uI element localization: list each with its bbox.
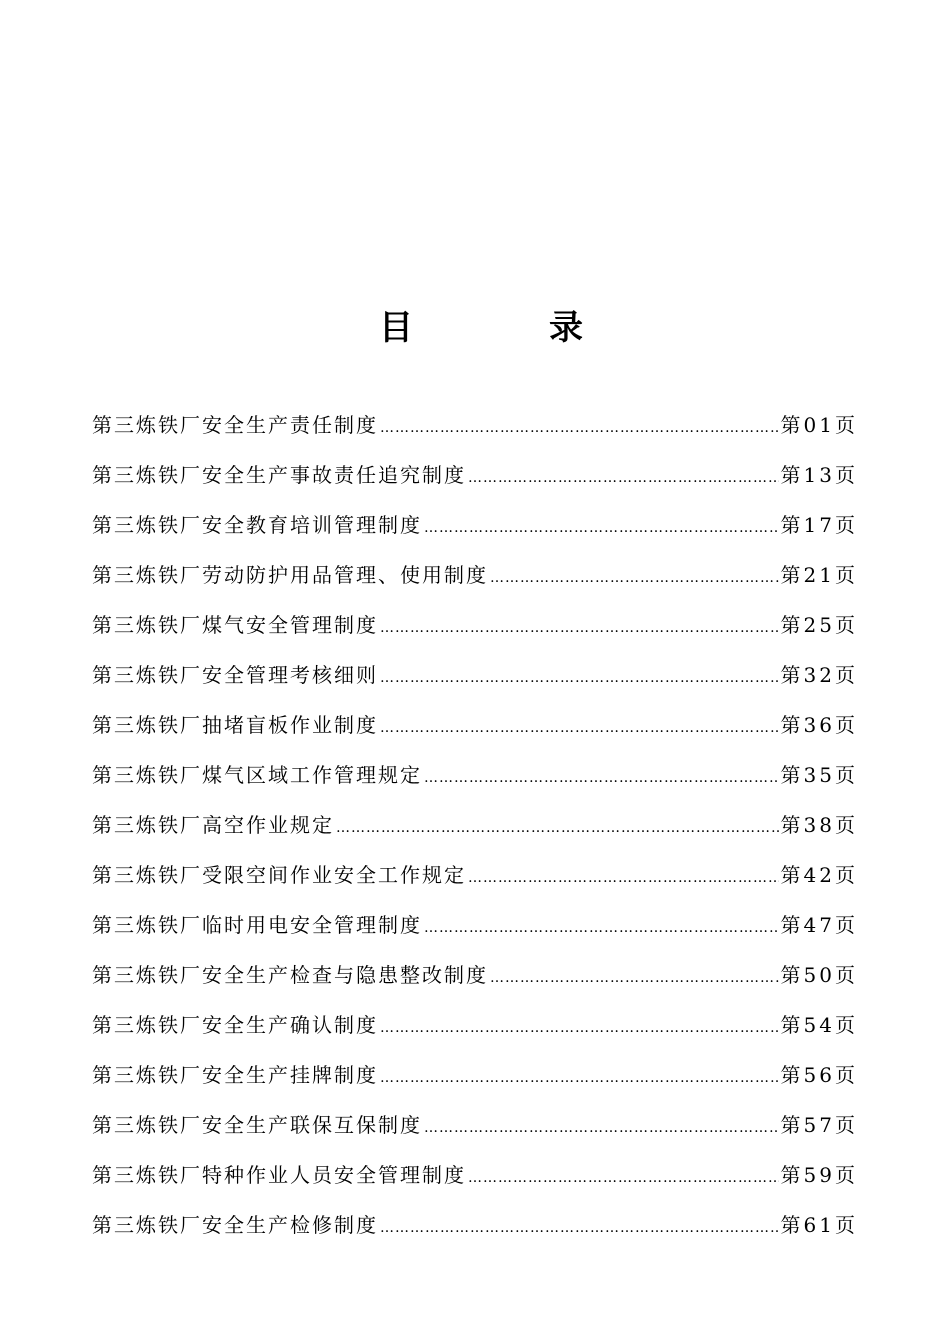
toc-entry-page: 第56页 (780, 1063, 858, 1087)
toc-entry-page: 第50页 (780, 963, 858, 987)
toc-entry-page: 第38页 (780, 813, 858, 837)
toc-entry-title: 第三炼铁厂安全生产联保互保制度 (92, 1113, 422, 1137)
toc-entry-title: 第三炼铁厂安全教育培训管理制度 (92, 513, 422, 537)
toc-entry-title: 第三炼铁厂安全管理考核细则 (92, 663, 378, 687)
dot-leader (424, 903, 779, 950)
toc-entry-title: 第三炼铁厂高空作业规定 (92, 813, 334, 837)
toc-entry-title: 第三炼铁厂安全生产确认制度 (92, 1013, 378, 1037)
toc-entry-page: 第01页 (780, 413, 858, 437)
toc-entry-title: 第三炼铁厂安全生产挂牌制度 (92, 1063, 378, 1087)
dot-leader (468, 853, 779, 900)
toc-entry[interactable] (92, 900, 858, 950)
toc-entry-page: 第17页 (780, 513, 858, 537)
dot-leader (468, 453, 779, 500)
toc-entry-title: 第三炼铁厂安全生产检修制度 (92, 1213, 378, 1237)
toc-entry[interactable] (92, 550, 858, 600)
toc-entry-page: 第13页 (780, 463, 858, 487)
dot-leader (380, 403, 779, 450)
toc-entry-page: 第57页 (780, 1113, 858, 1137)
dot-leader (380, 1053, 779, 1100)
toc-entry-title: 第三炼铁厂受限空间作业安全工作规定 (92, 863, 466, 887)
toc-entry[interactable] (92, 700, 858, 750)
toc-entry-page: 第54页 (780, 1013, 858, 1037)
toc-entry[interactable] (92, 950, 858, 1000)
dot-leader (380, 1003, 779, 1050)
toc-entry-title: 第三炼铁厂安全生产检查与隐患整改制度 (92, 963, 488, 987)
toc-entry[interactable] (92, 1050, 858, 1100)
dot-leader (380, 603, 779, 650)
toc-entry-title: 第三炼铁厂煤气安全管理制度 (92, 613, 378, 637)
dot-leader (468, 1153, 779, 1200)
toc-entry[interactable] (92, 500, 858, 550)
toc-heading-char: 录 (549, 308, 583, 348)
toc-entry-page: 第61页 (780, 1213, 858, 1237)
toc-entry-page: 第25页 (780, 613, 858, 637)
dot-leader (380, 703, 779, 750)
toc-entry-page: 第32页 (780, 663, 858, 687)
toc-entry-title: 第三炼铁厂安全生产事故责任追究制度 (92, 463, 466, 487)
toc-entry[interactable] (92, 800, 858, 850)
toc-entry-page: 第59页 (780, 1163, 858, 1187)
toc-entry-title: 第三炼铁厂特种作业人员安全管理制度 (92, 1163, 466, 1187)
toc-entry[interactable] (92, 600, 858, 650)
toc-entry-title: 第三炼铁厂安全生产责任制度 (92, 413, 378, 437)
toc-heading-char: 目 (379, 308, 413, 348)
toc-entry-page: 第35页 (780, 763, 858, 787)
toc-entry[interactable] (92, 1200, 858, 1250)
toc-entry[interactable] (92, 450, 858, 500)
toc-entry-title: 第三炼铁厂煤气区域工作管理规定 (92, 763, 422, 787)
dot-leader (424, 503, 779, 550)
dot-leader (380, 1203, 779, 1250)
dot-leader (336, 803, 779, 850)
toc-entry-title: 第三炼铁厂劳动防护用品管理、使用制度 (92, 563, 488, 587)
dot-leader (424, 1103, 779, 1150)
dot-leader (380, 653, 779, 700)
toc-entry-title: 第三炼铁厂抽堵盲板作业制度 (92, 713, 378, 737)
dot-leader (490, 553, 779, 600)
toc-entry[interactable] (92, 1150, 858, 1200)
toc-entry[interactable] (92, 1000, 858, 1050)
toc-entry[interactable] (92, 1100, 858, 1150)
toc-entry[interactable] (92, 750, 858, 800)
dot-leader (424, 753, 779, 800)
toc-entry-page: 第36页 (780, 713, 858, 737)
toc-heading (0, 300, 950, 360)
toc-list (92, 400, 858, 1250)
toc-entry-title: 第三炼铁厂临时用电安全管理制度 (92, 913, 422, 937)
toc-entry-page: 第47页 (780, 913, 858, 937)
toc-entry-page: 第21页 (780, 563, 858, 587)
toc-entry[interactable] (92, 400, 858, 450)
toc-entry[interactable] (92, 850, 858, 900)
dot-leader (490, 953, 779, 1000)
toc-entry-page: 第42页 (780, 863, 858, 887)
toc-entry[interactable] (92, 650, 858, 700)
